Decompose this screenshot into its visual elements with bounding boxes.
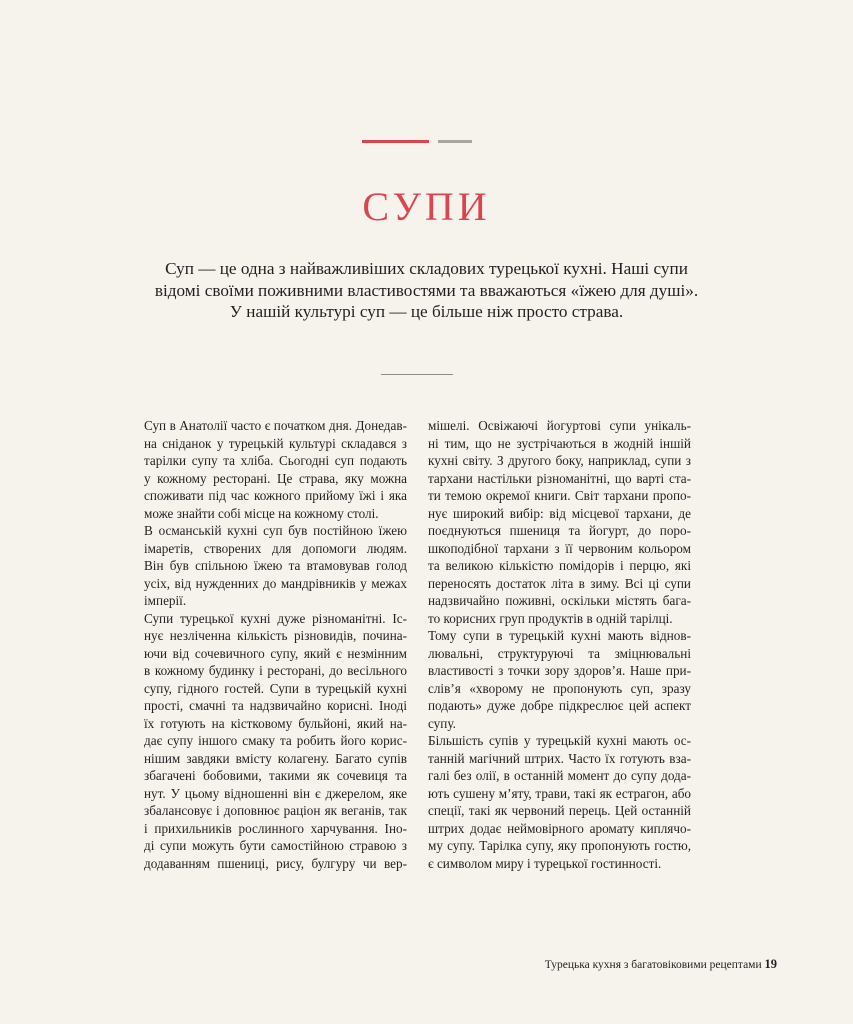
text-line: спеції, такі як червоний перець. Цей останній	[428, 803, 691, 818]
text-line: переносять достаток літа в зиму. Всі ці супи	[428, 575, 691, 591]
text-line: тарілки супу та хліба. Сьогодні суп подають	[144, 453, 407, 468]
text-line: нує широкий вибір: від місцевої тархани, де	[428, 505, 691, 521]
page-footer	[545, 957, 777, 972]
section-divider	[381, 374, 453, 375]
text-line: Супи турецької кухні дуже різноманітні. Іс-	[144, 610, 407, 626]
text-line: збалансовує і доповнює раціон як веганів, так	[144, 803, 407, 818]
text-line: шкоподібної тархани з її червоним кольором	[428, 540, 691, 556]
text-line: нує незліченна кількість різновидів, почина-	[144, 628, 407, 643]
footer-book-title: Турецька кухня з багатовіковими рецептами	[544, 959, 762, 971]
text-line: подають» дуже добре підкреслює цей аспект	[428, 698, 691, 713]
text-line: нішим завдяки вмісту колагену. Багато супів	[144, 750, 407, 766]
text-line: збагачені бобовими, такими як сочевиця та	[144, 768, 407, 783]
text-line: танній магічний штрих. Часто їх готують взa-	[428, 750, 691, 766]
text-line: му супу. Тарілка супу, яку пропонують гостю,	[428, 838, 691, 853]
text-line: в кожному будинку і ресторані, до весільного	[144, 663, 407, 678]
left-text-column	[144, 417, 407, 872]
text-line: у кожному ресторані. Це страва, яку можна	[144, 470, 407, 486]
right-text-column	[428, 417, 691, 872]
text-line: кухні світу. З другого боку, наприклад, супи з	[428, 453, 691, 468]
text-line: ють сушену м’яту, трави, такі як естрагон, або	[428, 785, 691, 801]
text-line: мішелі. Освіжаючі йогуртові супи унікаль-	[428, 418, 691, 433]
text-line: споживати під час кожного прийому їжі і яка	[144, 488, 407, 503]
text-line: ні тим, що не зустрічаються в жодній іншій	[428, 435, 691, 451]
text-line: на сніданок у турецькій культурі складався з	[144, 435, 407, 451]
lead-paragraph	[120, 258, 733, 323]
text-line: В османській кухні суп був постійною їжею	[144, 523, 407, 538]
text-line: лювальні, структуруючі та зміцнювальні	[428, 645, 691, 661]
text-line: ючи від сочевичного супу, який є незмінним	[144, 645, 407, 661]
text-line: імперії.	[144, 593, 187, 608]
text-line: Більшість супів у турецькій кухні мають ос-	[428, 733, 691, 748]
text-line: Тому супи в турецькій кухні мають віднов-	[428, 628, 691, 643]
text-line: прості, смачні та надзвичайно корисні. Іноді	[144, 698, 407, 713]
lead-line: У нашій культурі суп — це більше ніж просто страва.	[229, 302, 624, 321]
page-number: 19	[764, 957, 777, 971]
text-line: є символом миру і турецької гостинності.	[428, 855, 662, 871]
decoration-red-bar	[362, 140, 429, 143]
lead-line: Суп — це одна з найважливіших складових турецької кухні. Наші супи	[165, 259, 688, 278]
lead-line: відомі своїми поживними властивостями та вважаються «їжею для душі».	[154, 280, 699, 300]
text-line: імаретів, створених для допомоги людям.	[144, 540, 407, 556]
text-line: їх готують на кістковому бульйоні, який на-	[144, 715, 407, 731]
text-line: галі без олії, в останній момент до супу дода-	[428, 768, 691, 783]
text-line: надзвичайно поживні, оскільки містять бага-	[428, 593, 691, 608]
text-line: дає супу іншого смаку та робить його корис-	[144, 733, 407, 748]
text-line: поєднуються пшениця та йогурт, до поро-	[428, 523, 691, 538]
text-line: нут. У цьому відношенні він є джерелом, яке	[144, 785, 407, 801]
text-line: ти темою окремої книги. Світ тархани пропо-	[428, 488, 691, 503]
decoration-gray-bar	[438, 140, 472, 143]
text-line: може знайти собі місце на кожному столі.	[144, 505, 379, 521]
text-line: Він був спільною їжею та втамовував голод	[144, 558, 407, 573]
text-line: слів’я «хворому не пропонують суп, зразу	[428, 680, 691, 696]
text-line: супу, гідного гостей. Супи в турецькій кухні	[144, 680, 407, 696]
text-line: Суп в Анатолії часто є початком дня. Донедав-	[144, 418, 407, 433]
text-line: і прихильників рослинного харчування. Іно-	[144, 820, 407, 836]
text-line: додаванням пшениці, рису, булгуру чи вер-	[144, 855, 407, 871]
text-line: ді супи можуть бути самостійною стравою з	[144, 838, 407, 853]
text-line: усіх, від нужденних до мандрівників у межах	[144, 575, 407, 591]
text-line: тархани настільки різноманітні, що варті ста-	[428, 470, 691, 486]
chapter-title: СУПИ	[362, 184, 491, 229]
title-decoration	[0, 140, 853, 144]
text-line: штрих додає неймовірного аромату киплячо-	[428, 820, 691, 836]
text-line: супу.	[428, 715, 456, 731]
text-line: та великою кількістю помідорів і перцю, які	[428, 558, 691, 573]
text-line: то корисних груп продуктів в одній тарілці.	[428, 610, 673, 626]
text-line: властивості з точки зору здоров’я. Наше при-	[428, 663, 691, 678]
